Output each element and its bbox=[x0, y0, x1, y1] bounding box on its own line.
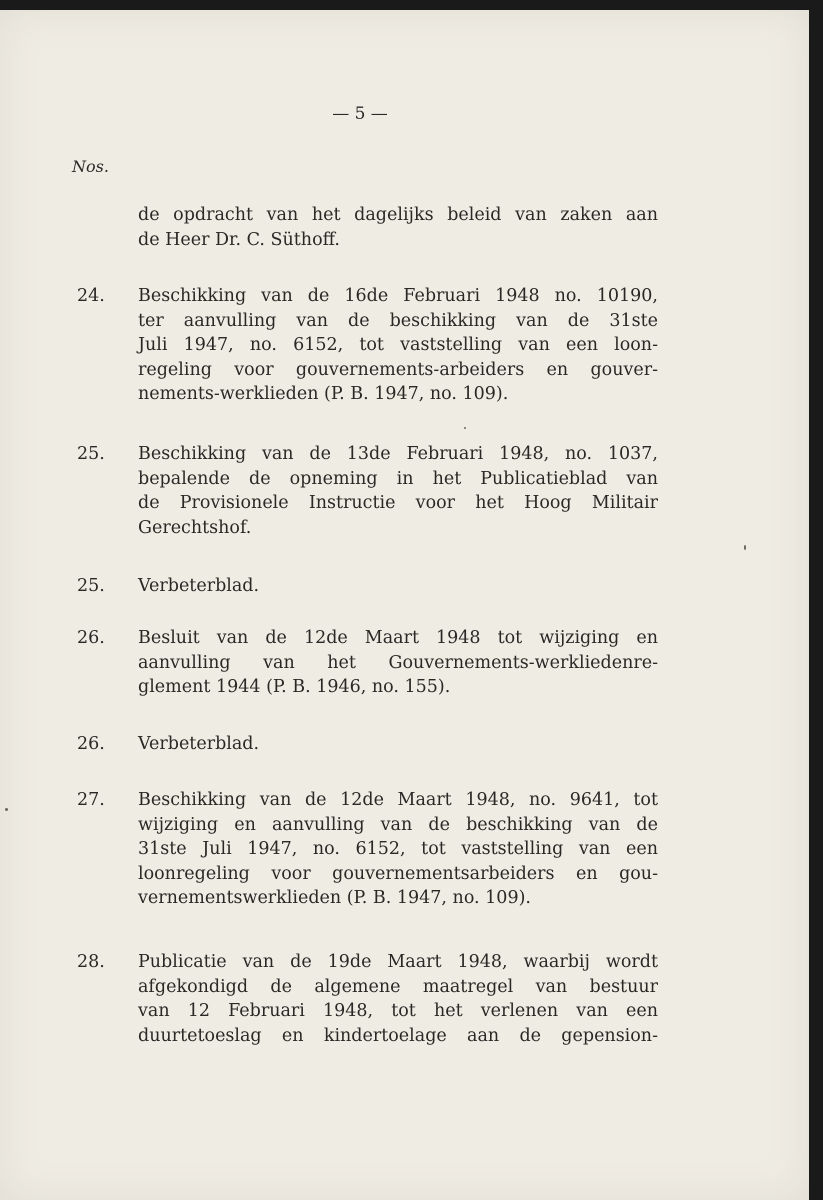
entry-number: 26. bbox=[77, 628, 105, 648]
text-line: bepalende de opneming in het Publicatieblad van bbox=[138, 468, 658, 489]
text-line: vernementswerklieden (P. B. 1947, no. 109). bbox=[138, 888, 531, 908]
text-line: de opdracht van het dagelijks beleid van zaken aan bbox=[138, 205, 658, 225]
entry-number: 26. bbox=[77, 734, 105, 754]
entry-number: 24. bbox=[77, 286, 105, 306]
text-line: van 12 Februari 1948, tot het verlenen van een bbox=[138, 1001, 658, 1021]
text-line: glement 1944 (P. B. 1946, no. 155). bbox=[138, 677, 451, 697]
text-line: aanvulling van het Gouvernements-werkliedenre- bbox=[138, 652, 658, 673]
paper-speck bbox=[744, 545, 746, 550]
text-line: Verbeterblad. bbox=[138, 576, 260, 596]
text-line: Publicatie van de 19de Maart 1948, waarbij wordt bbox=[138, 952, 658, 972]
text-line: duurtetoeslag en kindertoelage aan de gepension- bbox=[138, 1025, 658, 1046]
text-line: Beschikking van de 16de Februari 1948 no. 10190, bbox=[138, 286, 658, 306]
text-line: de Provisionele Instructie voor het Hoog Militair bbox=[138, 493, 658, 513]
paper-speck bbox=[5, 808, 8, 811]
paper-speck bbox=[464, 427, 466, 429]
entry-number: 25. bbox=[77, 576, 105, 596]
page-number: — 5 — bbox=[332, 104, 388, 124]
entry-number: 25. bbox=[77, 444, 105, 464]
text-line: ter aanvulling van de beschikking van de 31ste bbox=[138, 310, 658, 331]
text-line: 31ste Juli 1947, no. 6152, tot vaststelling van een bbox=[138, 839, 658, 859]
text-line: afgekondigd de algemene maatregel van bestuur bbox=[138, 976, 658, 997]
text-line: de Heer Dr. C. Süthoff. bbox=[138, 229, 340, 250]
entry-number: 28. bbox=[77, 952, 105, 972]
text-line: Beschikking van de 12de Maart 1948, no. 9641, tot bbox=[138, 790, 658, 810]
text-line: wijziging en aanvulling van de beschikking van de bbox=[138, 814, 658, 835]
text-line: Verbeterblad. bbox=[138, 734, 260, 754]
text-line: regeling voor gouvernements-arbeiders en gouver- bbox=[138, 359, 658, 380]
text-line: loonregeling voor gouvernementsarbeiders en gou- bbox=[138, 863, 658, 884]
document-page bbox=[0, 10, 809, 1200]
text-line: Gerechtshof. bbox=[138, 517, 252, 538]
text-line: Juli 1947, no. 6152, tot vaststelling van een loon- bbox=[138, 335, 658, 355]
nos-column-label: Nos. bbox=[72, 157, 109, 176]
text-line: nements-werklieden (P. B. 1947, no. 109). bbox=[138, 384, 509, 404]
text-line: Beschikking van de 13de Februari 1948, no. 1037, bbox=[138, 444, 658, 464]
text-line: Besluit van de 12de Maart 1948 tot wijziging en bbox=[138, 628, 658, 648]
entry-number: 27. bbox=[77, 790, 105, 810]
